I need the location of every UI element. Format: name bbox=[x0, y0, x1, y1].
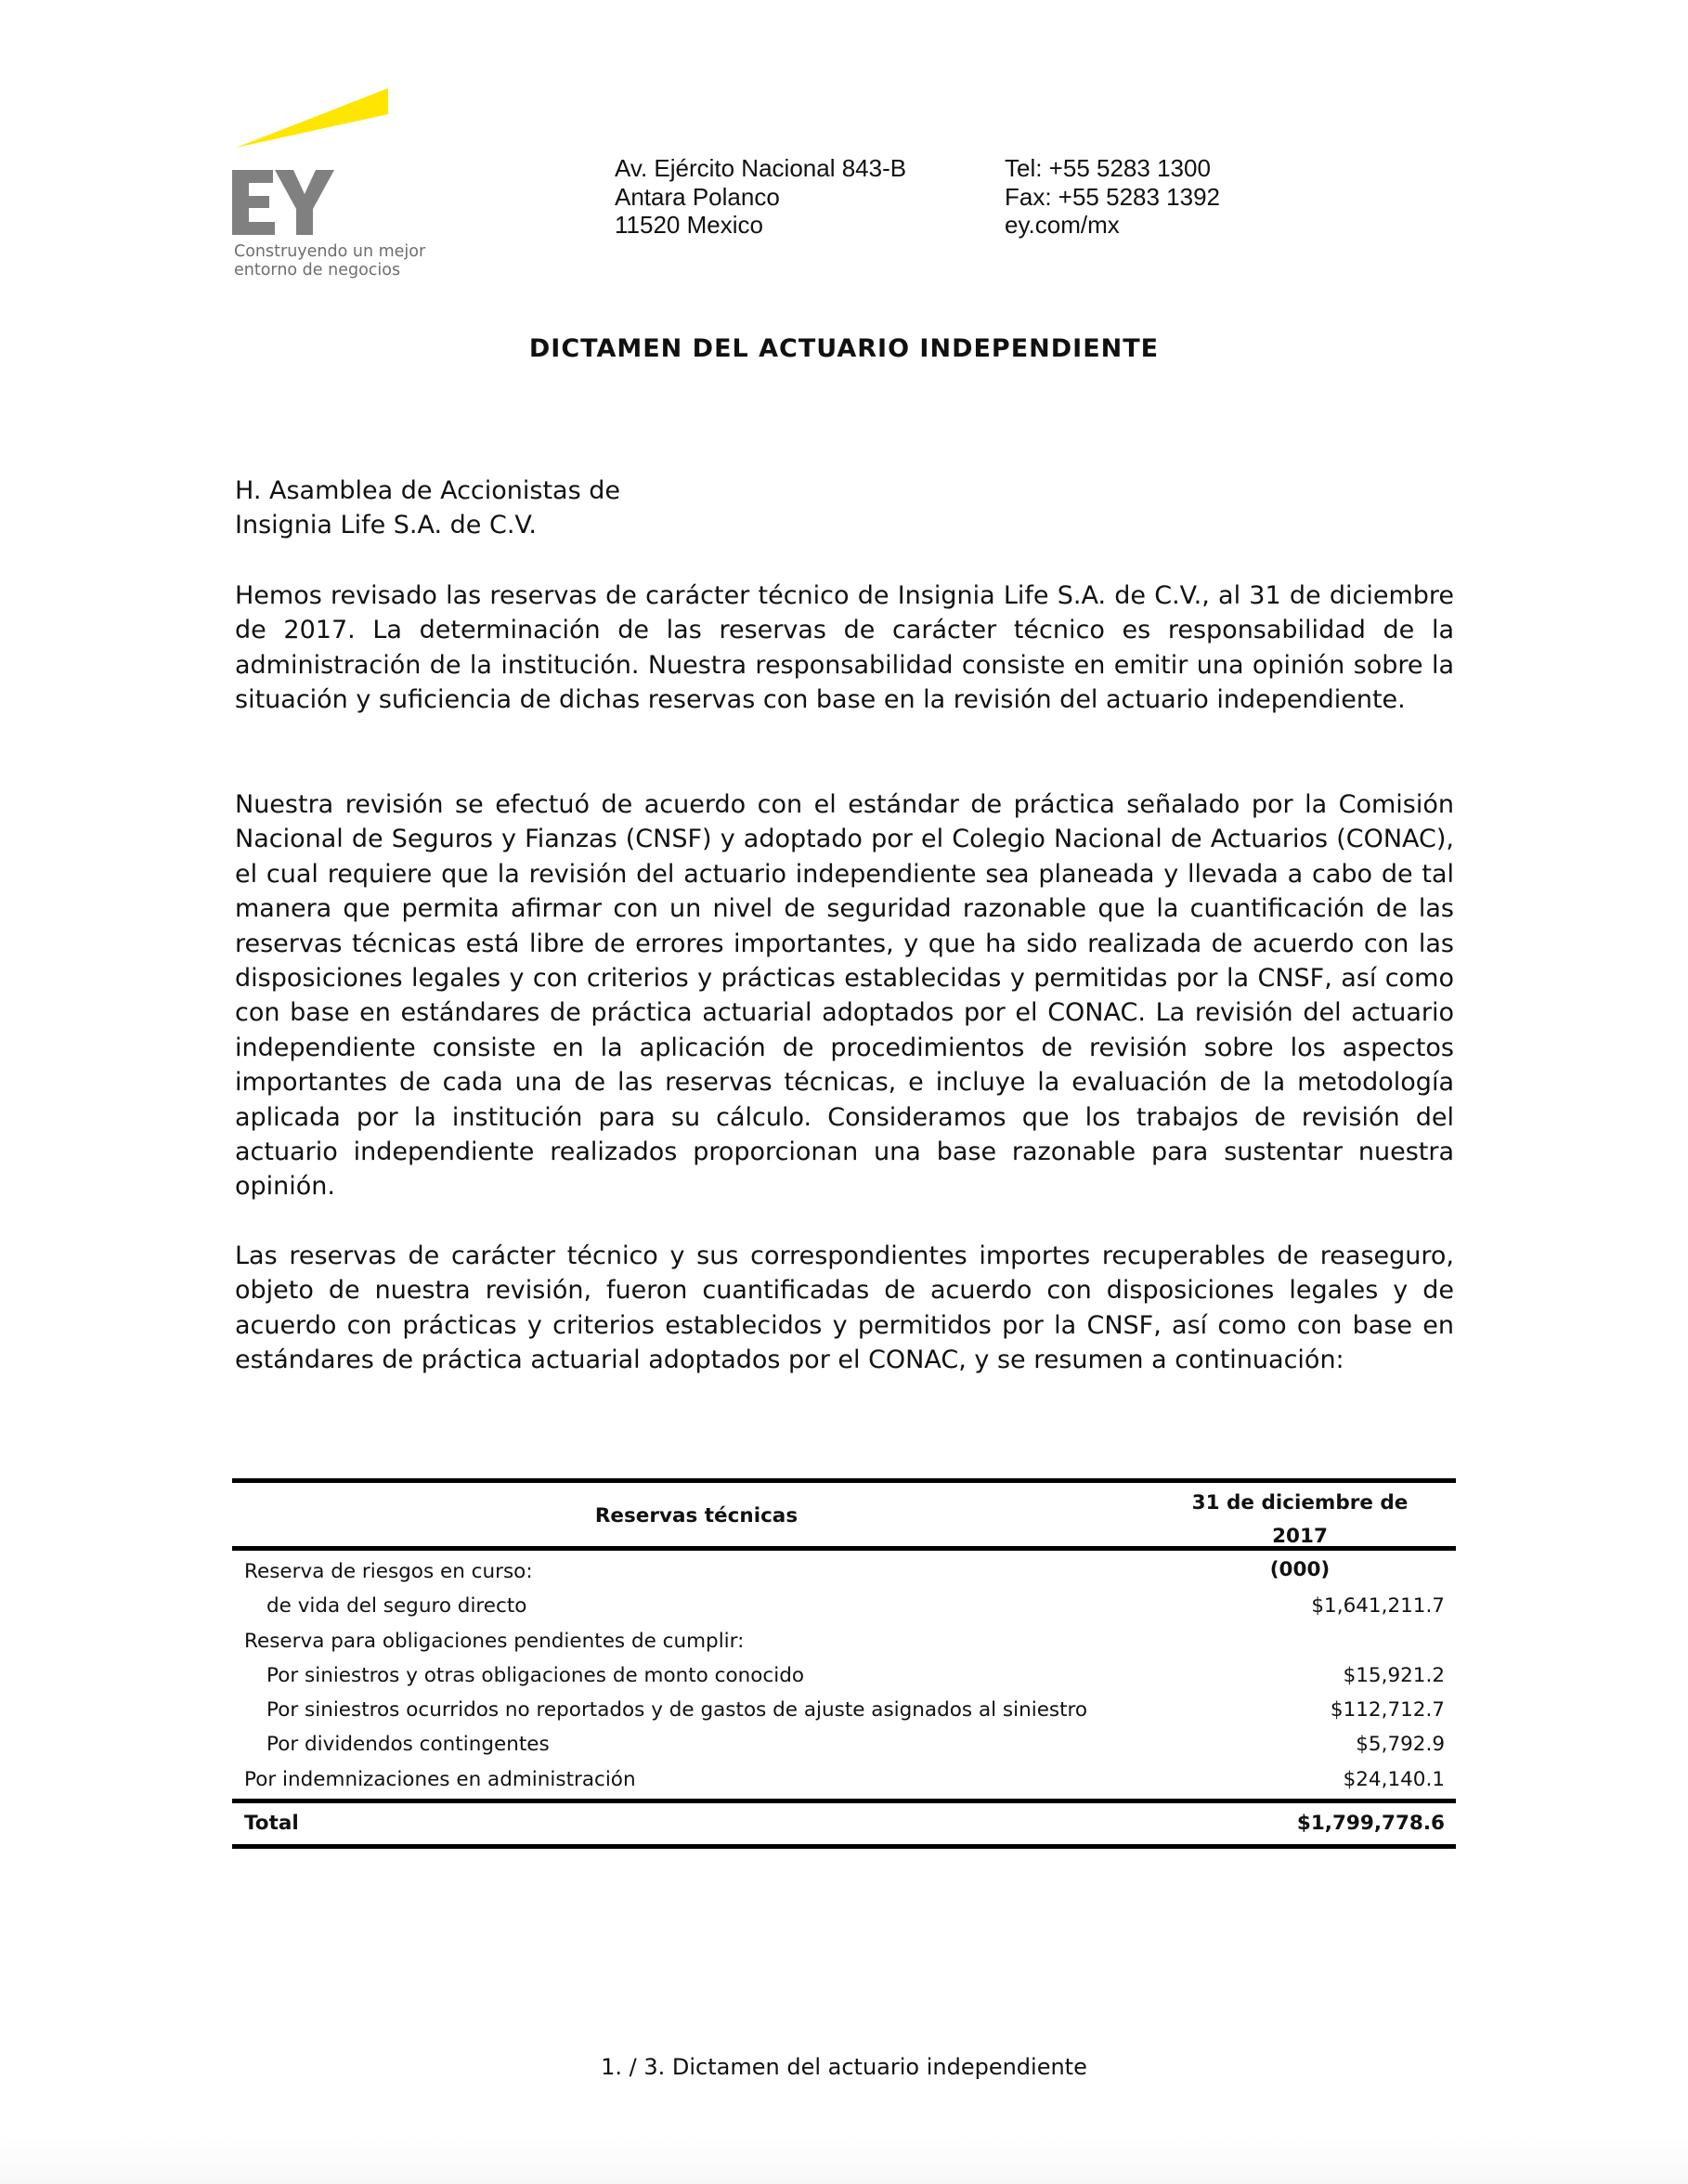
table-row bbox=[232, 1624, 1456, 1658]
ey-beam-icon bbox=[236, 88, 388, 148]
addressee-line: H. Asamblea de Accionistas de bbox=[235, 476, 621, 505]
contact-info bbox=[1005, 154, 1220, 240]
row-label: Por siniestros ocurridos no reportados y de gastos de ajuste asignados al siniestro bbox=[266, 1698, 1088, 1722]
row-value: $112,712.7 bbox=[1330, 1698, 1445, 1722]
row-label: Reserva de riesgos en curso: bbox=[244, 1560, 533, 1583]
header-units: (000) bbox=[1269, 1558, 1331, 1581]
paragraph-text: Hemos revisado las reservas de carácter técnico de Insignia Life S.A. de C.V., al 31 de diciembre de 2017. La determinación de las reservas de carácter técnico es responsabilidad de la administración de la institución. Nuestra responsabilidad consiste en emitir una opinión sobre la situación y suficiencia de dichas reservas con base en la revisión del actuario independiente. bbox=[235, 581, 1454, 715]
office-address bbox=[615, 154, 906, 240]
table-row bbox=[232, 1658, 1456, 1693]
row-value: $24,140.1 bbox=[1343, 1767, 1445, 1791]
phone-number: Tel: +55 5283 1300 bbox=[1005, 154, 1211, 182]
table-body bbox=[232, 1551, 1456, 1799]
table-bottom-rule bbox=[232, 1844, 1456, 1849]
fax-number: Fax: +55 5283 1392 bbox=[1005, 182, 1221, 211]
address-line: 11520 Mexico bbox=[615, 211, 763, 239]
website-link[interactable]: ey.com/mx bbox=[1005, 211, 1120, 239]
table-row bbox=[232, 1693, 1456, 1727]
row-label: Por siniestros y otras obligaciones de monto conocido bbox=[266, 1663, 805, 1687]
tagline-line-2: entorno de negocios bbox=[234, 261, 401, 280]
paragraph-text: Las reservas de carácter técnico y sus correspondientes importes recuperables de reaseguro, objeto de nuestra revisión, fueron cuantificadas de acuerdo con disposiciones legales y de acuerdo con prácticas y criterios establecidos y permitidos por la CNSF, así como con base en estándares de práctica actuarial adoptados por el CONAC, y se resumen a continuación: bbox=[235, 1242, 1454, 1375]
row-value: $1,641,211.7 bbox=[1311, 1594, 1445, 1618]
header-date: 31 de diciembre de 2017 bbox=[1191, 1491, 1409, 1548]
document-title: DICTAMEN DEL ACTUARIO INDEPENDIENTE bbox=[528, 334, 1160, 363]
table-row bbox=[232, 1727, 1456, 1762]
row-value: $15,921.2 bbox=[1343, 1663, 1445, 1687]
row-label: Reserva para obligaciones pendientes de cumplir: bbox=[244, 1629, 745, 1653]
tagline-line-1: Construyendo un mejor bbox=[234, 242, 426, 261]
logo-tagline bbox=[234, 242, 425, 280]
total-label: Total bbox=[244, 1812, 299, 1836]
table-row bbox=[232, 1589, 1456, 1623]
ey-letters-icon bbox=[232, 170, 334, 235]
addressee-line: Insignia Life S.A. de C.V. bbox=[235, 511, 537, 540]
table-row bbox=[232, 1762, 1456, 1797]
column-header-reserves: Reservas técnicas bbox=[594, 1504, 799, 1528]
paragraph-methodology bbox=[235, 787, 1454, 1204]
paragraph-summary-intro bbox=[235, 1239, 1454, 1378]
total-value: $1,799,778.6 bbox=[1296, 1812, 1445, 1836]
reserves-table bbox=[232, 1478, 1456, 1849]
row-value: $5,792.9 bbox=[1356, 1733, 1445, 1757]
table-total-row bbox=[232, 1803, 1456, 1844]
row-label: Por indemnizaciones en administración bbox=[244, 1767, 636, 1791]
row-label: Por dividendos contingentes bbox=[266, 1733, 550, 1757]
address-line: Av. Ejército Nacional 843-B bbox=[615, 154, 907, 182]
page-footer: 1. / 3. Dictamen del actuario independiente bbox=[601, 2054, 1087, 2080]
addressee bbox=[235, 474, 1454, 543]
table-row bbox=[232, 1554, 1456, 1589]
paragraph-text: Nuestra revisión se efectuó de acuerdo con el estándar de práctica señalado por la Comisión Nacional de Seguros y Fianzas (CNSF) y adoptado por el Colegio Nacional de Actuarios (CONAC), el cual requiere que la revisión del actuario independiente sea planeada y llevada a cabo de tal manera que permita afirmar con un nivel de seguridad razonable que la cuantificación de las reservas técnicas está libre de errores importantes, y que ha sido realizada de acuerdo con las disposiciones legales y con criterios y prácticas establecidas y permitidas por la CNSF, así como con base en estándares de práctica actuarial adoptados por el CONAC. La revisión del actuario independiente consiste en la aplicación de procedimientos de revisión sobre los aspectos importantes de cada una de las reservas técnicas, e incluye la evaluación de la metodología aplicada por la institución para su cálculo. Consideramos que los trabajos de revisión del actuario independiente realizados proporcionan una base razonable para sustentar nuestra opinión. bbox=[235, 790, 1454, 1202]
ey-logo-mark bbox=[232, 86, 436, 244]
ey-logo bbox=[232, 86, 436, 286]
paragraph-scope bbox=[235, 578, 1454, 718]
row-label: de vida del seguro directo bbox=[266, 1594, 527, 1618]
address-line: Antara Polanco bbox=[615, 182, 780, 211]
